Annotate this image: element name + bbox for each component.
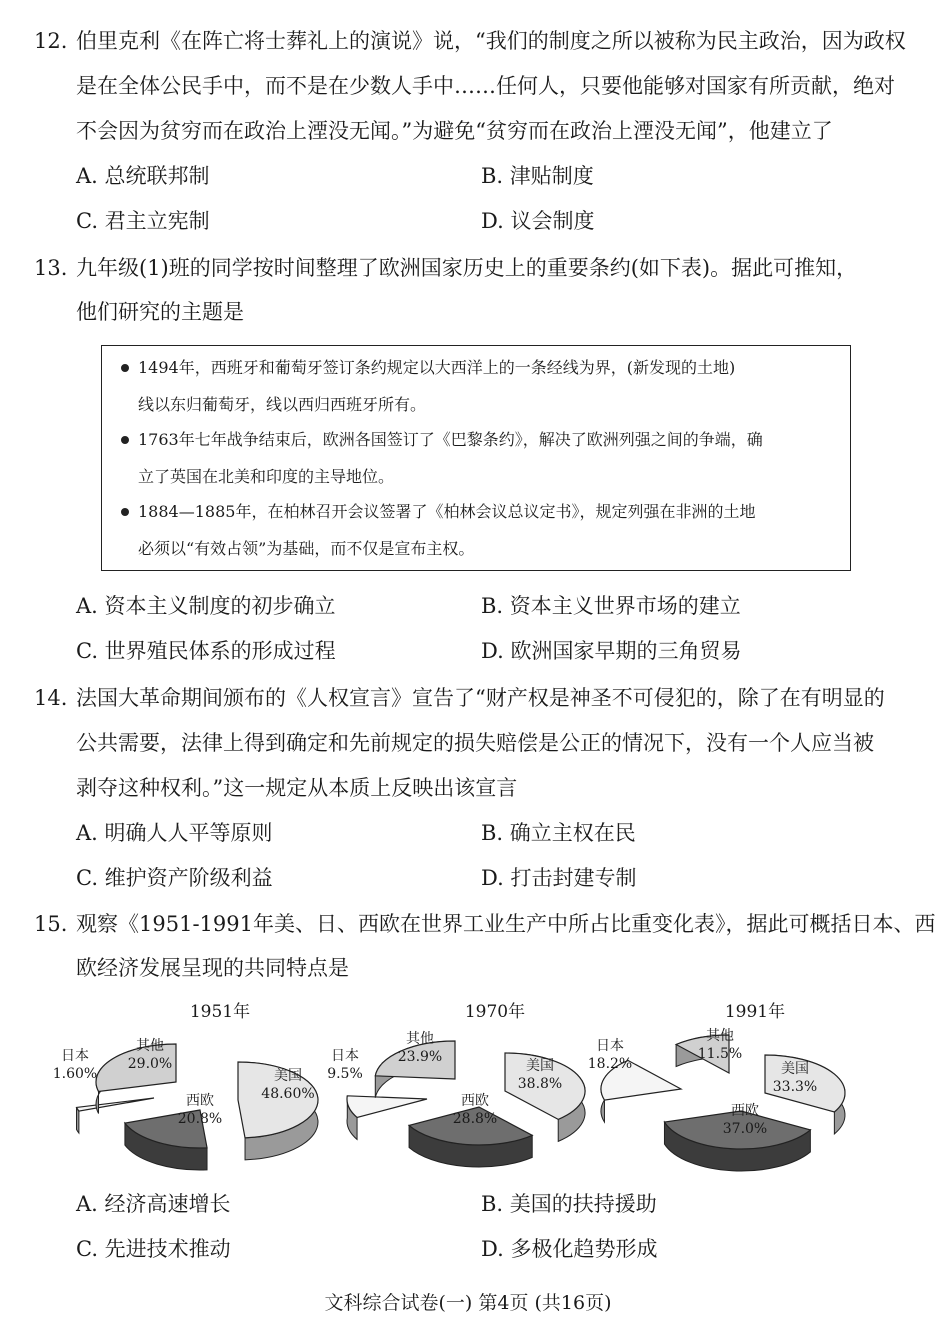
- page-footer: 文科综合试卷(一) 第4页 (共16页): [324, 1292, 612, 1314]
- question-text-line: 观察《1951-1991年美、日、西欧在世界工业生产中所占比重变化表》，据此可概括日本、西: [76, 912, 936, 936]
- option-b[interactable]: B. 资本主义世界市场的建立: [481, 594, 741, 618]
- question-text-line: 法国大革命期间颁布的《人权宣言》宣告了“财产权是神圣不可侵犯的，除了在有明显的: [76, 686, 885, 710]
- slice-category-label: 美国: [781, 1061, 809, 1077]
- slice-value-label: 11.5%: [697, 1046, 743, 1062]
- pie-charts: [0, 995, 936, 1175]
- slice-value-label: 29.0%: [127, 1056, 173, 1072]
- slice-value-label: 48.60%: [261, 1086, 315, 1102]
- slice-value-label: 1.60%: [52, 1066, 98, 1082]
- slice-category-label: 日本: [596, 1038, 624, 1054]
- treaty-entry-line: 1884—1885年，在柏林召开会议签署了《柏林会议总议定书》，规定列强在非洲的土地: [138, 502, 756, 521]
- pie-slice-west-europe: [664, 1111, 810, 1171]
- slice-value-label: 23.9%: [397, 1049, 443, 1065]
- slice-value-label: 20.8%: [177, 1111, 223, 1127]
- chart-title: 1991年: [724, 1002, 786, 1022]
- slice-value-label: 18.2%: [587, 1056, 633, 1072]
- question-text-line: 他们研究的主题是: [76, 300, 244, 324]
- option-d[interactable]: D. 打击封建专制: [481, 866, 637, 890]
- question-text-line: 是在全体公民手中，而不是在少数人手中……任何人，只要他能够对国家有所贡献，绝对: [76, 74, 895, 98]
- slice-category-label: 美国: [274, 1068, 302, 1084]
- slice-category-label: 其他: [406, 1031, 434, 1047]
- treaty-entry-line: 必须以“有效占领”为基础，而不仅是宣布主权。: [138, 539, 475, 558]
- option-b[interactable]: B. 美国的扶持援助: [481, 1192, 657, 1216]
- treaty-entry-line: 1494年，西班牙和葡萄牙签订条约规定以大西洋上的一条经线为界，(新发现的土地): [138, 358, 736, 377]
- option-c[interactable]: C. 维护资产阶级利益: [76, 866, 273, 890]
- question-text-line: 九年级(1)班的同学按时间整理了欧洲国家历史上的重要条约(如下表)。据此可推知，: [76, 256, 858, 280]
- question-text-line: 公共需要，法律上得到确定和先前规定的损失赔偿是公正的情况下，没有一个人应当被: [76, 731, 874, 755]
- slice-category-label: 日本: [61, 1048, 89, 1064]
- slice-category-label: 西欧: [461, 1093, 489, 1109]
- option-b[interactable]: B. 津贴制度: [481, 164, 594, 188]
- option-a[interactable]: A. 经济高速增长: [76, 1192, 231, 1216]
- option-d[interactable]: D. 欧洲国家早期的三角贸易: [481, 639, 742, 663]
- option-c[interactable]: C. 君主立宪制: [76, 209, 210, 233]
- chart-title: 1951年: [189, 1002, 251, 1022]
- option-d[interactable]: D. 议会制度: [481, 209, 595, 233]
- treaty-entry-line: 1763年七年战争结束后，欧洲各国签订了《巴黎条约》，解决了欧洲列强之间的争端，确: [138, 430, 763, 449]
- bullet-icon: [121, 436, 129, 444]
- slice-category-label: 日本: [331, 1048, 359, 1064]
- bullet-icon: [121, 364, 129, 372]
- question-text-line: 剥夺这种权利。”这一规定从本质上反映出该宣言: [76, 776, 518, 800]
- slice-category-label: 其他: [136, 1038, 164, 1054]
- question-number: 14.: [34, 686, 68, 710]
- slice-category-label: 西欧: [186, 1093, 214, 1109]
- slice-value-label: 38.8%: [517, 1076, 563, 1092]
- question-text-line: 不会因为贫穷而在政治上湮没无闻。”为避免“贫穷而在政治上湮没无闻”，他建立了: [76, 119, 833, 143]
- option-c[interactable]: C. 世界殖民体系的形成过程: [76, 639, 336, 663]
- question-number: 12.: [34, 29, 68, 53]
- bullet-icon: [121, 508, 129, 516]
- slice-category-label: 西欧: [731, 1103, 759, 1119]
- question-number: 15.: [34, 912, 68, 936]
- option-a[interactable]: A. 明确人人平等原则: [76, 821, 273, 845]
- treaty-entry-line: 立了英国在北美和印度的主导地位。: [138, 467, 395, 486]
- question-text-line: 伯里克利《在阵亡将士葬礼上的演说》说，“我们的制度之所以被称为民主政治，因为政权: [76, 29, 906, 53]
- option-d[interactable]: D. 多极化趋势形成: [481, 1237, 658, 1261]
- slice-value-label: 9.5%: [327, 1066, 363, 1082]
- question-text-line: 欧经济发展呈现的共同特点是: [76, 956, 349, 980]
- slice-category-label: 其他: [706, 1028, 734, 1044]
- option-b[interactable]: B. 确立主权在民: [481, 821, 636, 845]
- slice-value-label: 28.8%: [452, 1111, 498, 1127]
- option-c[interactable]: C. 先进技术推动: [76, 1237, 231, 1261]
- treaty-entry-line: 线以东归葡萄牙，线以西归西班牙所有。: [138, 395, 427, 414]
- slice-category-label: 美国: [526, 1058, 554, 1074]
- option-a[interactable]: A. 总统联邦制: [76, 164, 210, 188]
- option-a[interactable]: A. 资本主义制度的初步确立: [76, 594, 336, 618]
- slice-value-label: 37.0%: [722, 1121, 768, 1137]
- slice-value-label: 33.3%: [772, 1079, 818, 1095]
- question-number: 13.: [34, 256, 68, 280]
- chart-title: 1970年: [464, 1002, 526, 1022]
